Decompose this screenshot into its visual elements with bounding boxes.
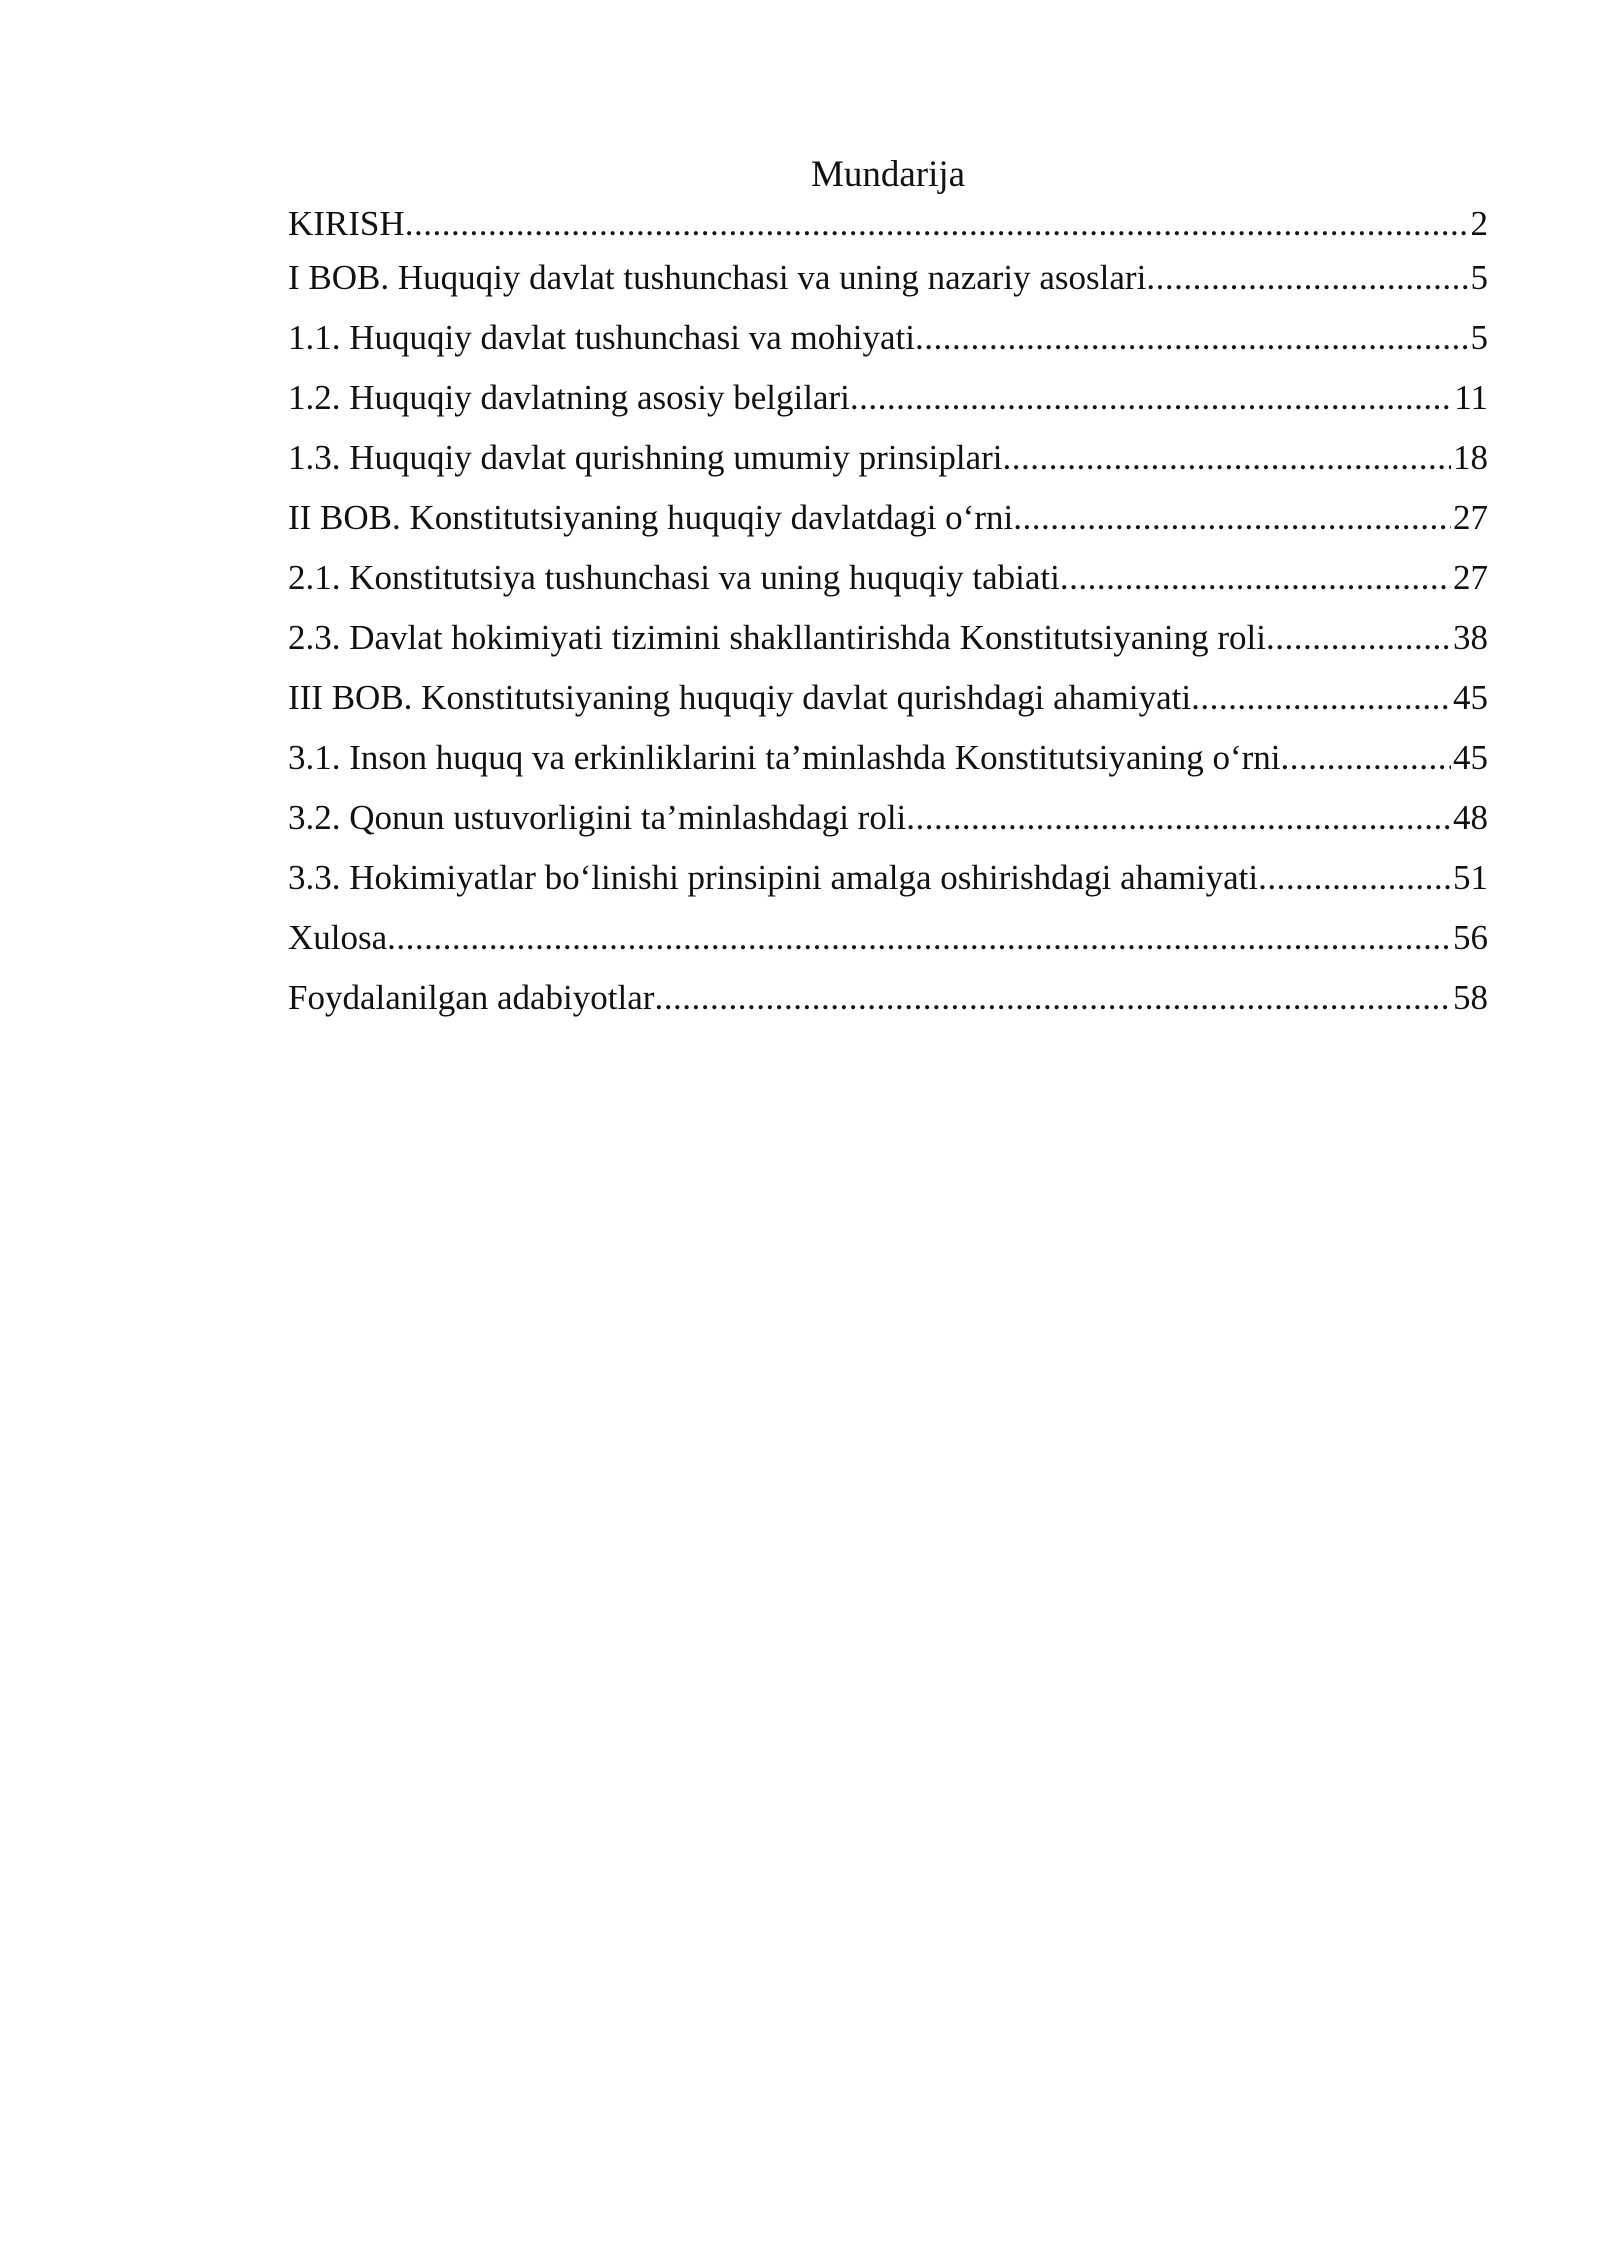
toc-dot-leader — [1013, 488, 1451, 548]
toc-entry-label: 2.1. Konstitutsiya tushunchasi va uning huquqiy tabiati — [288, 558, 1060, 597]
toc-dot-leader — [906, 788, 1451, 848]
toc-entry-label: III BOB. Konstitutsiyaning huquqiy davlat qurishdagi ahamiyati — [288, 678, 1192, 717]
toc-page-number: 51 — [1453, 858, 1488, 897]
toc-entry-label: 3.3. Hokimiyatlar bo‘linishi prinsipini amalga oshirishdagi ahamiyati — [288, 858, 1259, 897]
toc-entry-bibliography[interactable] — [288, 968, 1488, 1028]
toc-entry-label: 1.2. Huquqiy davlatning asosiy belgilari — [288, 378, 850, 417]
toc-page-number: 5 — [1470, 258, 1488, 297]
toc-dot-leader — [1060, 548, 1451, 608]
toc-page-number: 5 — [1470, 318, 1488, 357]
toc-dot-leader — [387, 908, 1451, 968]
toc-entry-chapter-1[interactable] — [288, 248, 1488, 308]
toc-entry-label: Foydalanilgan adabiyotlar — [288, 978, 655, 1017]
toc-page-number: 45 — [1453, 678, 1488, 717]
toc-entry-label: 2.3. Davlat hokimiyati tizimini shakllantirishda Konstitutsiyaning roli — [288, 618, 1266, 657]
toc-dot-leader — [1258, 848, 1451, 908]
toc-page-number: 45 — [1453, 738, 1488, 777]
toc-entry-label: 3.1. Inson huquq va erkinliklarini ta’minlashda Konstitutsiyaning o‘rni — [288, 738, 1281, 777]
toc-entry-label: I BOB. Huquqiy davlat tushunchasi va uning nazariy asoslari — [288, 258, 1147, 297]
toc-page-number: 18 — [1453, 438, 1488, 477]
toc-entry-xulosa[interactable] — [288, 908, 1488, 968]
toc-entry-label: 3.2. Qonun ustuvorligini ta’minlashdagi roli — [288, 798, 907, 837]
toc-page-number: 2 — [1470, 204, 1488, 243]
toc-entry-chapter-3[interactable] — [288, 668, 1488, 728]
toc-dot-leader — [915, 308, 1469, 368]
toc-page-number: 48 — [1453, 798, 1488, 837]
toc-entry-section-3-1[interactable] — [288, 728, 1488, 788]
toc-dot-leader — [1191, 668, 1451, 728]
toc-page-number: 27 — [1453, 558, 1488, 597]
toc-dot-leader — [1003, 428, 1451, 488]
toc-entry-section-1-3[interactable] — [288, 428, 1488, 488]
toc-entry-section-3-3[interactable] — [288, 848, 1488, 908]
toc-entry-label: II BOB. Konstitutsiyaning huquqiy davlatdagi o‘rni — [288, 498, 1014, 537]
toc-title: Mundarija — [810, 154, 966, 195]
table-of-contents — [288, 150, 1488, 1028]
toc-page-number: 27 — [1453, 498, 1488, 537]
toc-entry-section-3-2[interactable] — [288, 788, 1488, 848]
toc-entry-section-1-2[interactable] — [288, 368, 1488, 428]
toc-entry-section-1-1[interactable] — [288, 308, 1488, 368]
toc-dot-leader — [1281, 728, 1452, 788]
toc-entry-label: Xulosa — [288, 918, 388, 957]
toc-page-number: 38 — [1453, 618, 1488, 657]
toc-entry-section-2-3[interactable] — [288, 608, 1488, 668]
toc-page-number: 58 — [1453, 978, 1488, 1017]
toc-entry-label: KIRISH — [288, 204, 405, 243]
toc-page-number: 11 — [1454, 378, 1488, 417]
toc-entry-label: 1.1. Huquqiy davlat tushunchasi va mohiyati — [288, 318, 915, 357]
toc-dot-leader — [1266, 608, 1451, 668]
toc-entry-label: 1.3. Huquqiy davlat qurishning umumiy prinsiplari — [288, 438, 1003, 477]
toc-list — [288, 200, 1488, 1028]
toc-entry-kirish[interactable] — [288, 200, 1488, 248]
toc-entry-chapter-2[interactable] — [288, 488, 1488, 548]
toc-page-number: 56 — [1453, 918, 1488, 957]
toc-dot-leader — [405, 200, 1469, 248]
toc-dot-leader — [850, 368, 1452, 428]
toc-dot-leader — [1146, 248, 1468, 308]
toc-dot-leader — [654, 968, 1451, 1028]
toc-entry-section-2-1[interactable] — [288, 548, 1488, 608]
